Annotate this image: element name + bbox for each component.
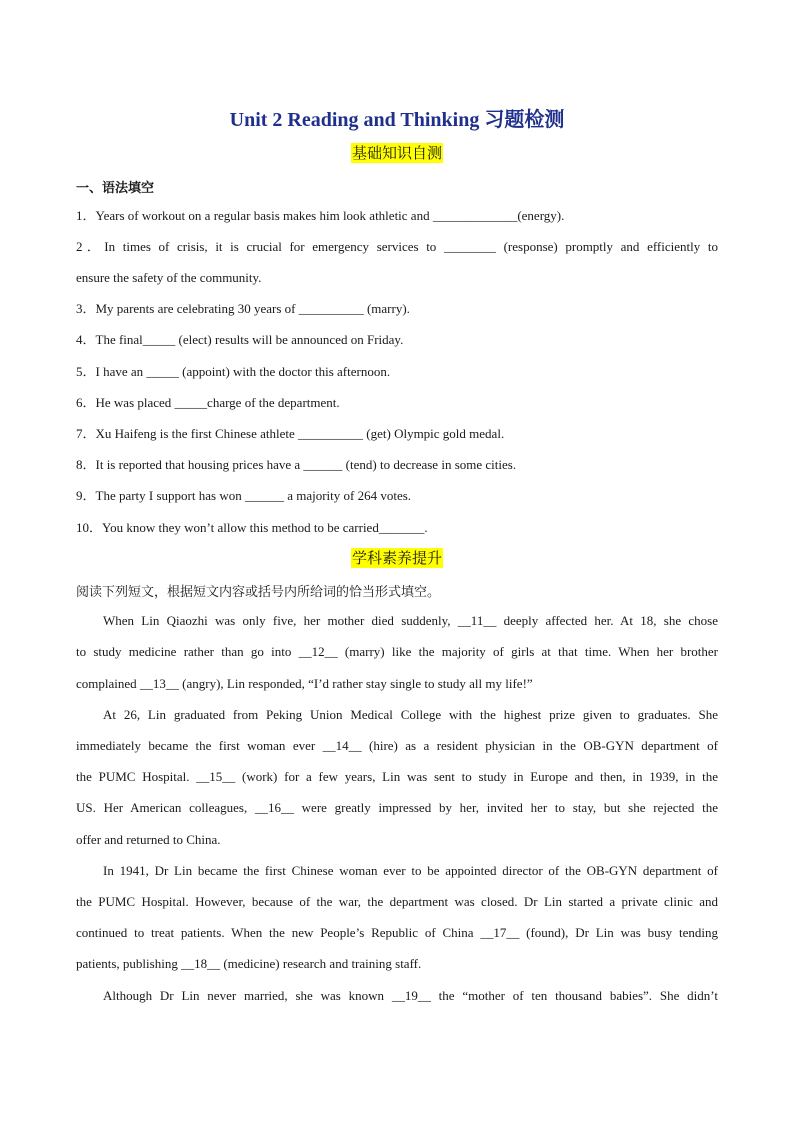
exercise-item-5: 5．I have an _____ (appoint) with the doctor this afternoon.	[76, 364, 391, 379]
passage-line-4: At 26, Lin graduated from Peking Union Medical College with the highest prize given to graduates. She	[103, 707, 718, 722]
passage-line-2: to study medicine rather than go into __12__ (marry) like the majority of girls at that time. When her brother	[76, 644, 718, 659]
passage-line-1: When Lin Qiaozhi was only five, her mother died suddenly, __11__ deeply affected her. At 18, she chose	[103, 613, 718, 628]
passage-line-11: continued to treat patients. When the new People’s Republic of China __17__ (found), Dr Lin was busy tending	[76, 925, 718, 940]
banner-basic-knowledge: 基础知识自测	[351, 144, 442, 162]
banner-basic-knowledge-wrap	[0, 143, 794, 163]
passage-line-6: the PUMC Hospital. __15__ (work) for a few years, Lin was sent to study in Europe and then, in 1939, in the	[76, 769, 718, 784]
exercise-item-8: 8．It is reported that housing prices have a ______ (tend) to decrease in some cities.	[76, 457, 517, 472]
passage-line-13: Although Dr Lin never married, she was known __19__ the “mother of ten thousand babies”. She didn’t	[103, 988, 718, 1003]
page-title: Unit 2 Reading and Thinking 习题检测	[229, 109, 565, 131]
passage-line-3: complained __13__ (angry), Lin responded, “I’d rather stay single to study all my life!”	[76, 676, 533, 691]
reading-instruction: 阅读下列短文，根据短文内容或括号内所给词的恰当形式填空。	[76, 585, 441, 600]
exercise-item-7: 7．Xu Haifeng is the first Chinese athlete __________ (get) Olympic gold medal.	[76, 426, 505, 441]
exercise-item-1: 1．Years of workout on a regular basis makes him look athletic and _____________(energy).	[76, 208, 565, 223]
exercise-item-6: 6．He was placed _____charge of the department.	[76, 395, 340, 410]
passage-line-8: offer and returned to China.	[76, 832, 221, 847]
exercise-item-9: 9．The party I support has won ______ a majority of 264 votes.	[76, 488, 412, 503]
section-heading-grammar: 一、语法填空	[76, 181, 155, 196]
exercise-item-10: 10．You know they won’t allow this method to be carried_______.	[76, 520, 428, 535]
banner-literacy: 学科素养提升	[351, 549, 442, 567]
passage-line-10: the PUMC Hospital. However, because of the war, the department was closed. Dr Lin started a private clinic and	[76, 894, 718, 909]
exercise-item-4: 4．The final_____ (elect) results will be announced on Friday.	[76, 332, 404, 347]
banner-literacy-wrap	[0, 548, 794, 568]
passage-line-7: US. Her American colleagues, __16__ were greatly impressed by her, invited her to stay, but she rejected the	[76, 800, 718, 815]
exercise-item-2: 2．In times of crisis, it is crucial for emergency services to ________ (response) promptly and efficiently to	[76, 239, 718, 254]
passage-line-9: In 1941, Dr Lin became the first Chinese woman ever to be appointed director of the OB-GYN department of	[103, 863, 718, 878]
passage-line-5: immediately became the first woman ever __14__ (hire) as a resident physician in the OB-GYN department of	[76, 738, 718, 753]
exercise-item-3: 3．My parents are celebrating 30 years of __________ (marry).	[76, 301, 410, 316]
exercise-item-2-cont: ensure the safety of the community.	[76, 270, 262, 285]
passage-line-12: patients, publishing __18__ (medicine) research and training staff.	[76, 956, 422, 971]
